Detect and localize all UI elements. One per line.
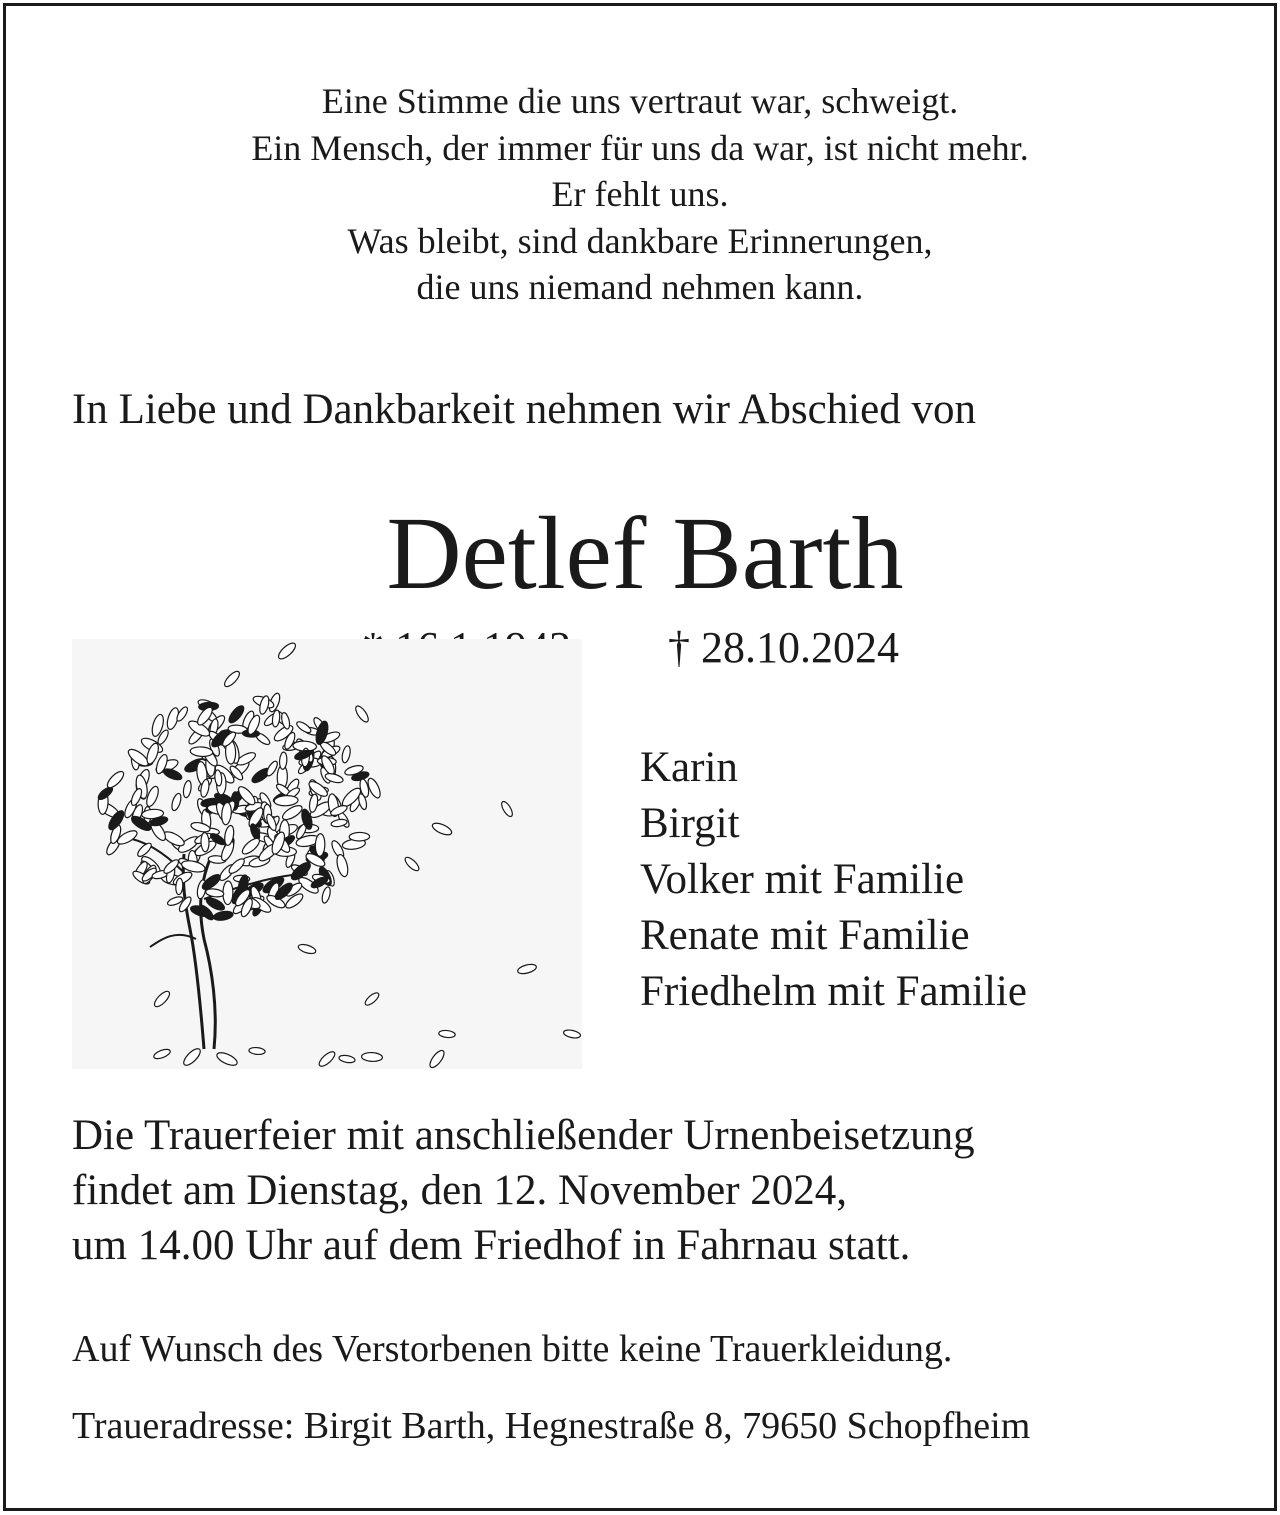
windblown-tree-illustration bbox=[72, 639, 582, 1069]
mourning-address: Traueradresse: Birgit Barth, Hegnestraße 8, 79650 Schopfheim bbox=[72, 1405, 1031, 1447]
service-line: um 14.00 Uhr auf dem Friedhof in Fahrnau statt. bbox=[72, 1222, 911, 1269]
mourners-list bbox=[640, 740, 1027, 1020]
funeral-service-info bbox=[72, 1108, 975, 1273]
mourner-name: Birgit bbox=[640, 800, 740, 847]
obituary-notice bbox=[3, 3, 1277, 1511]
mourner-name: Karin bbox=[640, 744, 738, 791]
service-line: findet am Dienstag, den 12. November 2024, bbox=[72, 1167, 848, 1214]
poem-line: Er fehlt uns. bbox=[551, 174, 729, 214]
farewell-intro: In Liebe und Dankbarkeit nehmen wir Abschied von bbox=[72, 386, 976, 433]
mourner-name: Renate mit Familie bbox=[640, 912, 970, 959]
memorial-poem bbox=[6, 78, 1274, 311]
death-date: † 28.10.2024 bbox=[668, 623, 899, 672]
poem-line: Was bleibt, sind dankbare Erinnerungen, bbox=[347, 220, 933, 261]
attire-note: Auf Wunsch des Verstorbenen bitte keine Trauerkleidung. bbox=[72, 1328, 953, 1370]
poem-line: die uns niemand nehmen kann. bbox=[416, 267, 864, 307]
poem-line: Eine Stimme die uns vertraut war, schweigt. bbox=[321, 81, 959, 121]
poem-line: Ein Mensch, der immer für uns da war, ist nicht mehr. bbox=[251, 127, 1029, 168]
mourner-name: Friedhelm mit Familie bbox=[640, 968, 1027, 1015]
service-line: Die Trauerfeier mit anschließender Urnenbeisetzung bbox=[72, 1112, 975, 1159]
mourner-name: Volker mit Familie bbox=[640, 856, 965, 903]
deceased-name: Detlef Barth bbox=[386, 496, 904, 611]
